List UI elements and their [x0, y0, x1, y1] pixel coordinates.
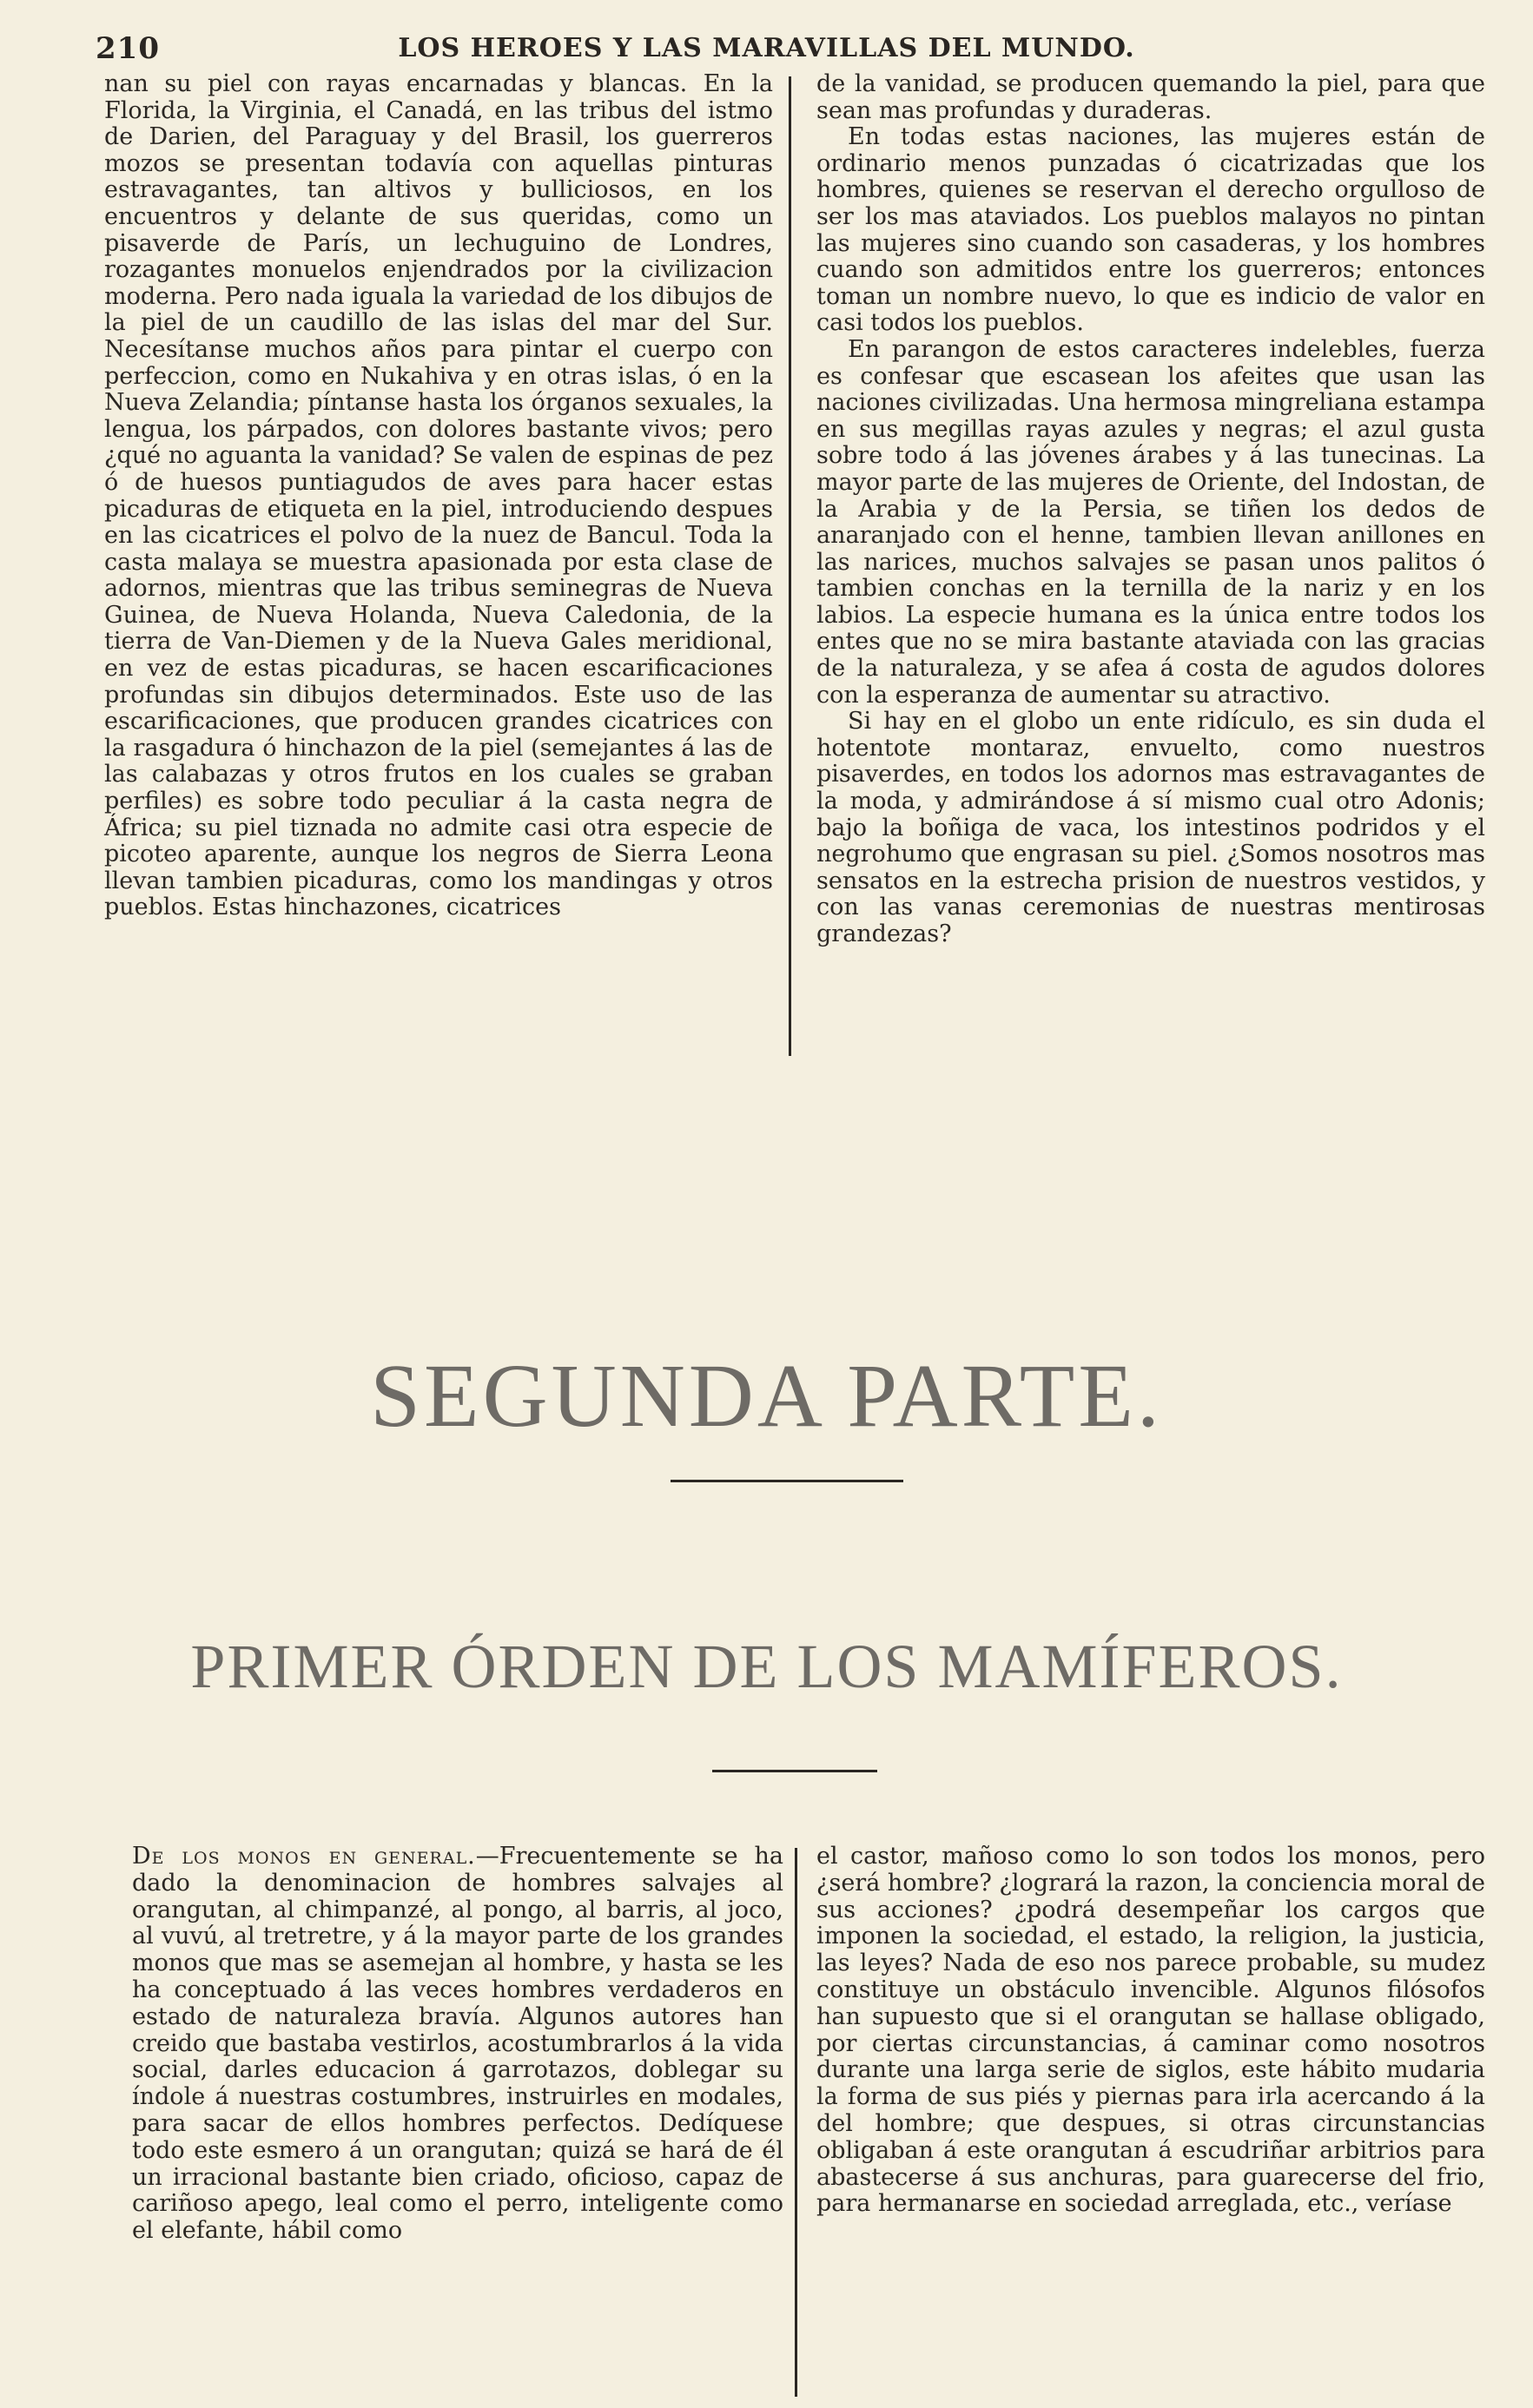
chapter-title: PRIMER ÓRDEN DE LOS MAMÍFEROS. — [190, 1632, 1343, 1701]
top-left-column — [104, 71, 773, 921]
column-divider — [789, 76, 791, 1056]
paragraph: el castor, mañoso como lo son todos los monos, pero ¿será hombre? ¿logrará la razon, la conciencia moral de sus acciones? ¿podrá desempeñar los cargos que imponen la sociedad, el estado, la religion, la justicia, las leyes? Nada de eso nos parece probable, su mudez constituye un obstáculo invencible. Algunos filósofos han supuesto que si el orangutan se hallase obligado, por ciertas circunstancias, á caminar como nosotros durante una larga serie de siglos, este hábito mudaria la forma de sus piés y piernas para irla acercando á la del hombre; que despues, si otras circunstancias obligaban á este orangutan á escudriñar arbitrios para abastecerse á sus anchuras, para guarecerse del frio, para hermanarse en sociedad arreglada, etc., veríase — [816, 1843, 1485, 2218]
paragraph: En parangon de estos caracteres indelebles, fuerza es confesar que escasean los afeites que usan las naciones civilizadas. Una hermosa mingreliana estampa en sus megillas rayas azules y negras; el azul gusta sobre todo á las jóvenes árabes y á las tunecinas. La mayor parte de las mujeres de Oriente, del Indostan, de la Arabia y de la Persia, se tiñen los dedos de anaranjado con el henne, tambien llevan anillones en las narices, muchos salvajes se pasan unos palitos ó tambien conchas en la ternilla de la nariz y en los labios. La especie humana es la única entre todos los entes que no se mira bastante ataviada con las gracias de la naturaleza, y se afea á costa de agudos dolores con la esperanza de aumentar su atractivo. — [816, 335, 1485, 709]
paragraph — [132, 1844, 783, 2245]
paragraph: nan su piel con rayas encarnadas y blancas. En la Florida, la Virginia, el Canadá, en las tribus del istmo de Darien, del Paraguay y del Brasil, los guerreros mozos se presentan todavía con aquellas pinturas estravagantes, tan altivos y bulliciosos, en los encuentros y delante de sus queridas, como un pisaverde de París, un lechuguino de Londres, rozagantes monuelos enjendrados por la civilizacion moderna. Pero nada iguala la variedad de los dibujos de la piel de un caudillo de las islas del mar del Sur. Necesítanse muchos años para pintar el cuerpo con perfeccion, como en Nukahiva y en otras islas, ó en la Nueva Zelandia; píntanse hasta los órganos sexuales, la lengua, los párpados, con dolores bastante vivos; pero ¿qué no aguanta la vanidad? Se valen de espinas de pez ó de huesos puntiagudos de aves para hacer estas picaduras de etiqueta en la piel, introduciendo despues en las cicatrices el polvo de la nuez de Bancul. Toda la casta malaya se muestra apasionada por esta clase de adornos, mientras que las tribus seminegras de Nueva Guinea, de Nueva Holanda, Nueva Caledonia, de la tierra de Van-Diemen y de la Nueva Gales meridional, en vez de estas picaduras, se hacen escarificaciones profundas sin dibujos determinados. Este uso de las escarificaciones, que producen grandes cicatrices con la rasgadura ó hinchazon de la piel (semejantes á las de las calabazas y otros frutos en los cuales se graban perfiles) es sobre todo peculiar á la casta negra de África; su piel tiznada no admite casi otra especie de picoteo aparente, aunque los negros de Sierra Leona llevan tambien picaduras, como los mandingas y otros pueblos. Estas hinchazones, cicatrices — [104, 70, 773, 921]
running-header: LOS HEROES Y LAS MARAVILLAS DEL MUNDO. — [398, 33, 1135, 63]
paragraph: Si hay en el globo un ente ridículo, es sin duda el hotentote montaraz, envuelto, como nuestros pisaverdes, en todos los adornos mas estravagantes de la moda, y admirándose á sí mismo cual otro Adonis; bajo la boñiga de vaca, los intestinos podridos y el negrohumo que engrasan su piel. ¿Somos nosotros mas sensatos en la estrecha prision de nuestros vestidos, y con las vanas ceremonias de nuestras mentirosas grandezas? — [816, 708, 1485, 947]
page-number: 210 — [96, 31, 160, 66]
section-heading: De los monos en general. — [132, 1843, 476, 1870]
bottom-left-column — [132, 1844, 783, 2245]
title-rule — [712, 1770, 877, 1772]
paragraph: En todas estas naciones, las mujeres están de ordinario menos punzadas ó cicatrizadas que los hombres, quienes se reservan el derecho orgulloso de ser los mas ataviados. Los pueblos malayos no pintan las mujeres sino cuando son casaderas, y los hombres cuando son admitidos entre los guerreros; entonces toman un nombre nuevo, lo que es indicio de valor en casi todos los pueblos. — [816, 123, 1485, 337]
top-right-column — [816, 71, 1485, 948]
bottom-right-column — [816, 1844, 1485, 2218]
column-divider — [795, 1848, 797, 2397]
paragraph: de la vanidad, se producen quemando la piel, para que sean mas profundas y duraderas. — [816, 70, 1485, 124]
title-rule — [671, 1480, 903, 1482]
part-title: SEGUNDA PARTE. — [370, 1346, 1163, 1446]
paragraph-text: —Frecuentemente se ha dado la denominacion de hombres salvajes al orangutan, al chimpanzé, al pongo, al barris, al joco, al vuvú, al tretretre, y á la mayor parte de los grandes monos que mas se asemejan al hombre, y hasta se les ha conceptuado á las veces hombres verdaderos en estado de naturaleza bravía. Algunos autores han creido que bastaba vestirlos, acostumbrarlos á la vida social, darles educacion á garrotazos, doblegar su índole á nuestras costumbres, instruirles en modales, para sacar de ellos hombres perfectos. Dedíquese todo este esmero á un orangutan; quizá se hará de él un irracional bastante bien criado, oficioso, capaz de cariñoso apego, leal como el perro, inteligente como el elefante, hábil como — [132, 1843, 783, 2245]
